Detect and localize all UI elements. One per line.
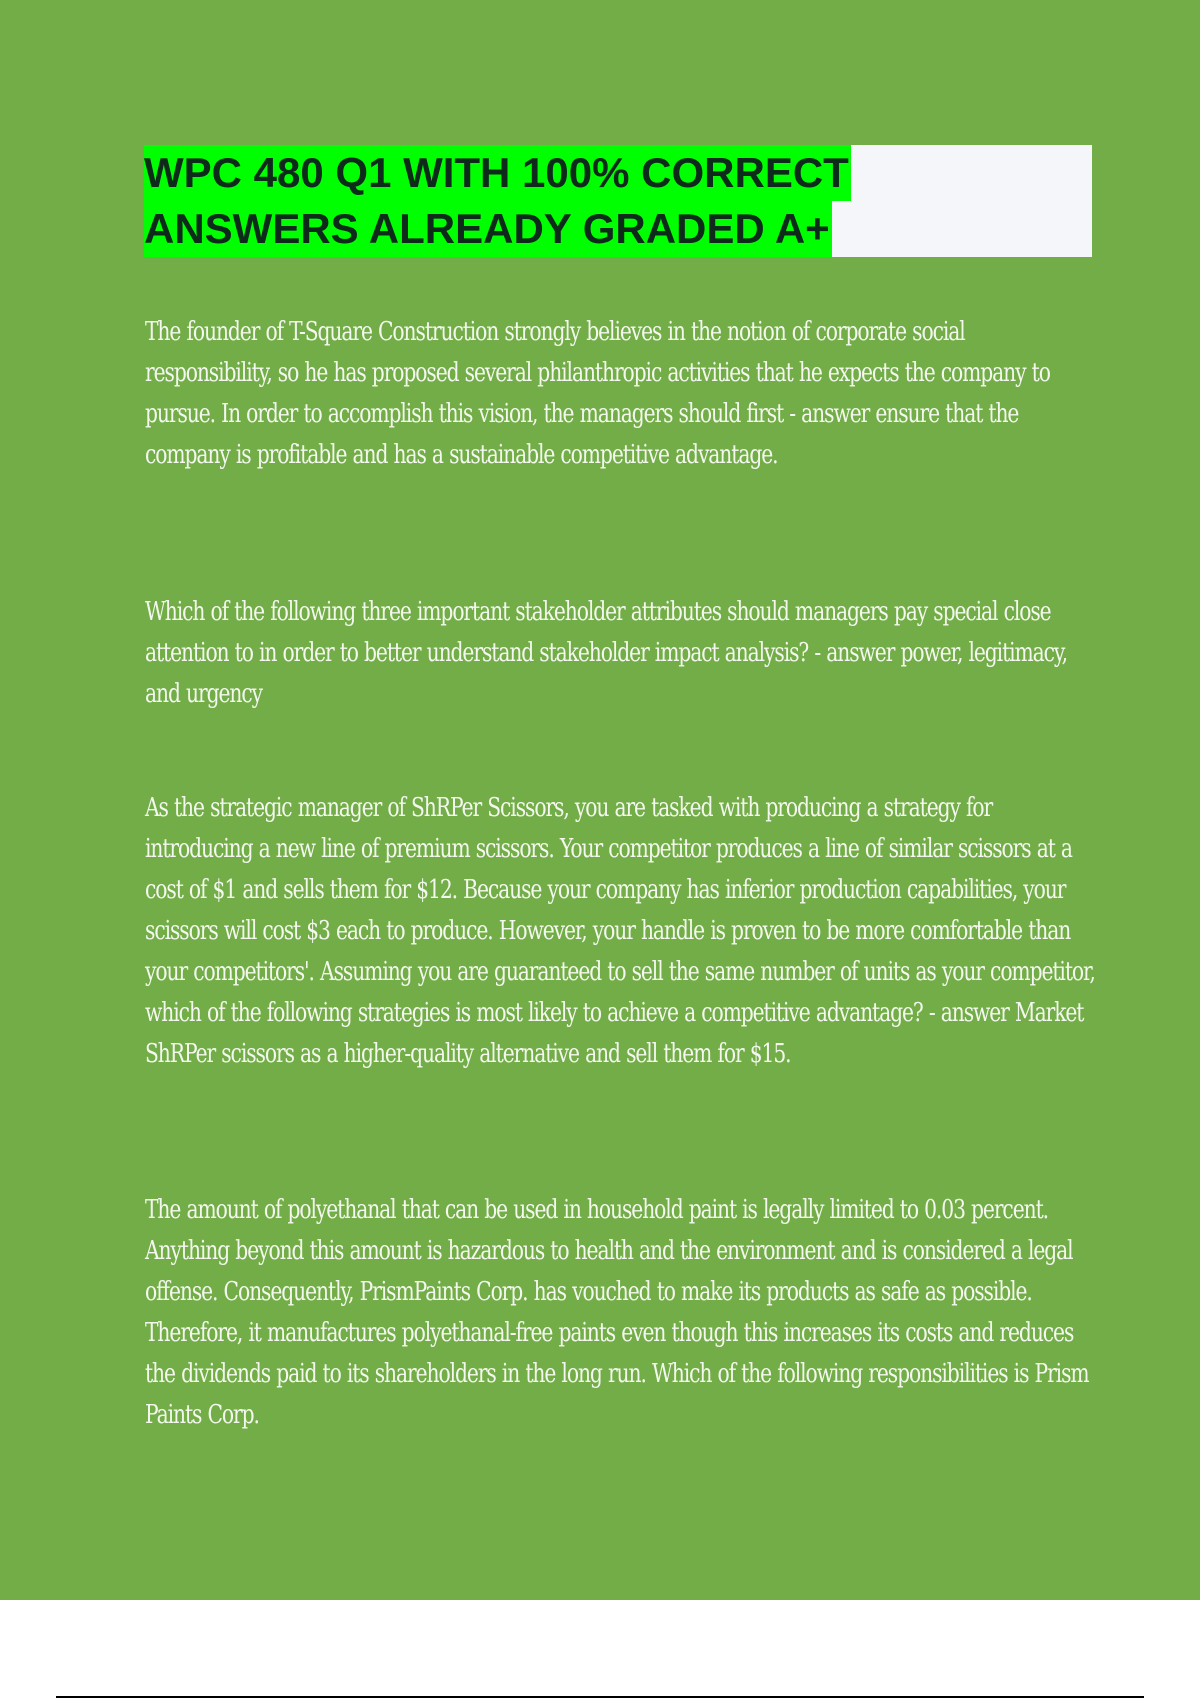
title-line-1: WPC 480 Q1 WITH 100% CORRECT [144, 145, 851, 201]
title-line-2: ANSWERS ALREADY GRADED A+ [144, 201, 832, 257]
question-answer-3: As the strategic manager of ShRPer Scissors, you are tasked with producing a strategy for introducing a new line of premium scissors. Your competitor produces a line of similar scissors at a cost of $1 and sells them for $12. Because your company has inferior production capabilities, your scissors will cost $3 each to produce. However, your handle is proven to be more comfortable than your competitors'. Assuming you are guaranteed to sell the same number of units as your competitor, which of the following strategies is most likely to achieve a competitive advantage? - answer Market ShRPer scissors as a higher-quality alternative and sell them for $15. [145, 793, 1095, 1069]
footer-divider [56, 1696, 1144, 1698]
document-title [144, 145, 1092, 257]
question-answer-1: The founder of T-Square Construction strongly believes in the notion of corporate social responsibility, so he has proposed several philanthropic activities that he expects the company to pursue. In order to accomplish this vision, the managers should first - answer ensure that the company is profitable and has a sustainable competitive advantage. [145, 317, 1050, 470]
question-answer-2: Which of the following three important stakeholder attributes should managers pay special close attention to in order to better understand stakeholder impact analysis? - answer power, legitimacy, and urgency [145, 597, 1067, 709]
question-answer-4: The amount of polyethanal that can be used in household paint is legally limited to 0.03 percent. Anything beyond this amount is hazardous to health and the environment and is considered a legal offense. Consequently, PrismPaints Corp. has vouched to make its products as safe as possible. Therefore, it manufactures polyethanal-free paints even though this increases its costs and reduces the dividends paid to its shareholders in the long run. Which of the following responsibilities is Prism Paints Corp. [145, 1195, 1089, 1430]
